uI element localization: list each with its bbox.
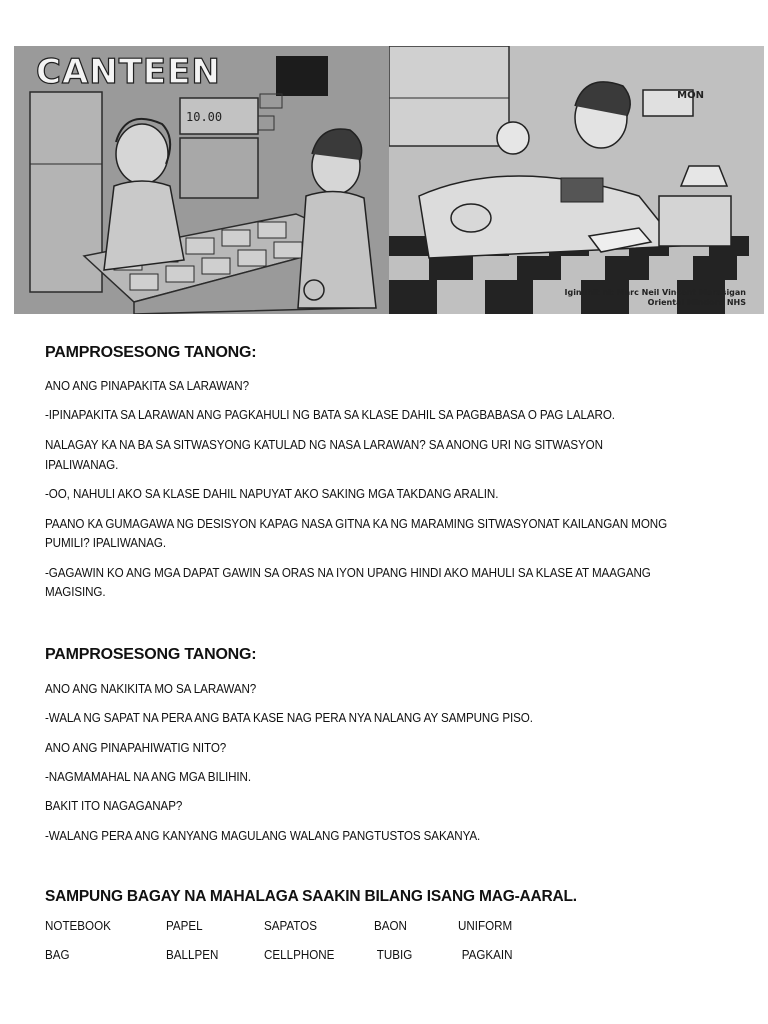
section2-answer-2: -NAGMAMAHAL NA ANG MGA BILIHIN. bbox=[45, 770, 251, 784]
items-row-2 bbox=[45, 948, 568, 962]
section1-answer-1: -IPINAPAKITA SA LARAWAN ANG PAGKAHULI NG BATA SA KLASE DAHIL SA PAGBABASA O PAG LALARO. bbox=[45, 408, 615, 422]
illustration-credit bbox=[564, 288, 746, 308]
item-papel: PAPEL bbox=[166, 919, 203, 933]
section2-answer-1: -WALA NG SAPAT NA PERA ANG BATA KASE NAG PERA NYA NALANG AY SAMPUNG PISO. bbox=[45, 711, 533, 725]
credit-line-2: Oriental Mindoro NHS bbox=[647, 298, 746, 307]
section1-heading: PAMPROSESONG TANONG: bbox=[45, 344, 257, 361]
section1-question-2-line-2: IPALIWANAG. bbox=[45, 458, 119, 472]
section2-question-3: BAKIT ITO NAGAGANAP? bbox=[45, 799, 183, 813]
item-uniform: UNIFORM bbox=[458, 919, 513, 933]
credit-line-1: Iginuhit ni: Marc Neil Vincent Marasigan bbox=[564, 288, 746, 297]
canteen-illustration bbox=[14, 46, 389, 314]
section2-answer-3: -WALANG PERA ANG KANYANG MAGULANG WALANG PANGTUSTOS SAKANYA. bbox=[45, 829, 481, 843]
bedroom-drawing bbox=[389, 46, 764, 314]
calendar-label: MON bbox=[677, 90, 704, 101]
section2-question-2: ANO ANG PINAPAHIWATIG NITO? bbox=[45, 741, 227, 755]
item-notebook: NOTEBOOK bbox=[45, 919, 111, 933]
bedroom-illustration bbox=[389, 46, 764, 314]
price-display: 10.00 bbox=[186, 110, 223, 124]
item-sapatos: SAPATOS bbox=[264, 919, 317, 933]
section1-question-2-line-1: NALAGAY KA NA BA SA SITWASYONG KATULAD NG NASA LARAWAN? SA ANONG URI NG SITWASYON bbox=[45, 438, 603, 452]
item-baon: BAON bbox=[374, 919, 407, 933]
section1-question-3-line-1: PAANO KA GUMAGAWA NG DESISYON KAPAG NASA GITNA KA NG MARAMING SITWASYONAT KAILANGAN MONG bbox=[45, 517, 668, 531]
canteen-sign: CANTEEN bbox=[36, 52, 221, 92]
section1-question-3-line-2: PUMILI? IPALIWANAG. bbox=[45, 536, 166, 550]
item-pagkain: PAGKAIN bbox=[461, 948, 513, 962]
section1-answer-2: -OO, NAHULI AKO SA KLASE DAHIL NAPUYAT AKO SAKING MGA TAKDANG ARALIN. bbox=[45, 487, 499, 501]
section1-answer-3-line-2: MAGISING. bbox=[45, 585, 106, 599]
section1-question-1: ANO ANG PINAPAKITA SA LARAWAN? bbox=[45, 379, 249, 393]
item-tubig: TUBIG bbox=[376, 948, 413, 962]
section3-heading: SAMPUNG BAGAY NA MAHALAGA SAAKIN BILANG ISANG MAG-AARAL. bbox=[45, 888, 577, 905]
section2-heading: PAMPROSESONG TANONG: bbox=[45, 646, 257, 663]
section1-answer-3-line-1: -GAGAWIN KO ANG MGA DAPAT GAWIN SA ORAS NA IYON UPANG HINDI AKO MAHULI SA KLASE AT MAAGANG bbox=[45, 566, 651, 580]
item-bag: BAG bbox=[45, 948, 70, 962]
items-row-1 bbox=[45, 919, 568, 933]
section2-question-1: ANO ANG NAKIKITA MO SA LARAWAN? bbox=[45, 682, 257, 696]
illustrations bbox=[14, 46, 764, 314]
item-cellphone: CELLPHONE bbox=[264, 948, 335, 962]
item-ballpen: BALLPEN bbox=[166, 948, 219, 962]
